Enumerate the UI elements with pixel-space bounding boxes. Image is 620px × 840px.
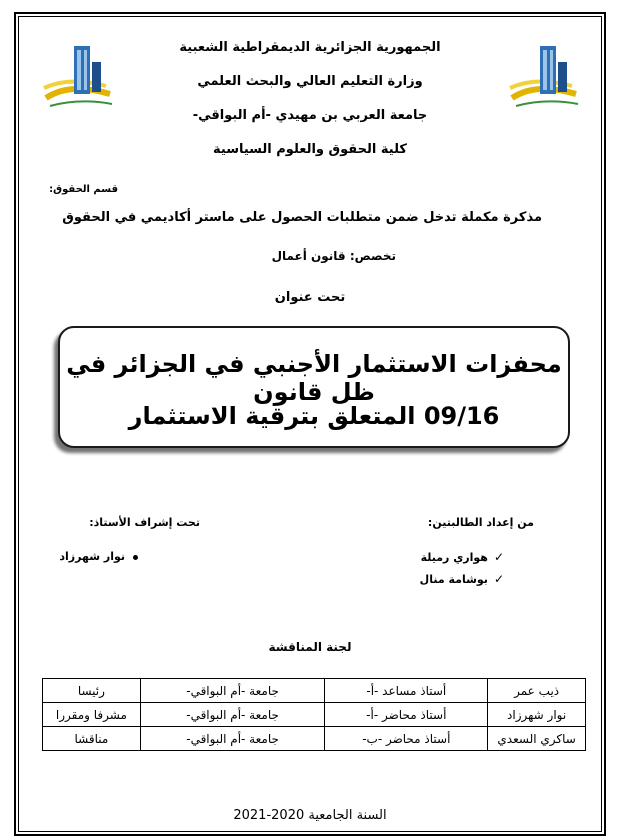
table-row [43,679,586,703]
member-role: مشرفا ومقررا [43,703,141,727]
table-row [43,703,586,727]
checkmark-icon: ✓ [493,572,504,586]
member-university: جامعة -أم البواقي- [140,679,325,703]
member-university: جامعة -أم البواقي- [140,703,325,727]
thesis-title-box [58,326,570,448]
member-name: نوار شهرزاد [488,703,586,727]
committee-heading: لجنة المناقشة [268,640,352,654]
memo-statement: مذكرة مكملة تدخل ضمن متطلبات الحصول على ماستر أكاديمي في الحقوق [62,210,542,225]
specialization: تخصص: قانون أعمال [271,249,396,263]
committee-table [42,678,586,751]
member-name: ساكري السعدي [488,727,586,751]
department-label: قسم الحقوق: [49,184,118,195]
bullet-icon [133,555,138,560]
header-ministry: وزارة التعليم العالي والبحث العلمي [197,74,423,89]
header-faculty: كلية الحقوق والعلوم السياسية [213,142,407,157]
header-university: جامعة العربي بن مهيدي -أم البواقي- [192,108,428,123]
header-republic: الجمهورية الجزائرية الديمقراطية الشعبية [179,40,441,55]
student-name-1: هواري رميلة [420,551,488,564]
member-rank: أستاذ محاضر -ب- [325,727,488,751]
member-university: جامعة -أم البواقي- [140,727,325,751]
student-item [304,550,504,564]
member-role: رئيسا [43,679,141,703]
thesis-title-line-2: 09/16 المتعلق بترقية الاستثمار [128,402,500,430]
thesis-title-line-1: محفزات الاستثمار الأجنبي في الجزائر في ظل قانون [66,350,562,406]
member-rank: أستاذ مساعد -أ- [325,679,488,703]
member-role: مناقشا [43,727,141,751]
supervisor-name: نوار شهرزاد [59,550,125,563]
academic-year: السنة الجامعية 2020-2021 [233,808,387,823]
student-item [304,572,504,586]
checkmark-icon: ✓ [493,550,504,564]
student-name-2: بوشامة منال [419,573,488,586]
member-rank: أستاذ محاضر -أ- [325,703,488,727]
supervisor-item [18,550,138,563]
supervisor-heading: تحت إشراف الأستاذ: [89,516,200,529]
under-title-label: تحت عنوان [274,290,346,305]
member-name: ذيب عمر [488,679,586,703]
table-row [43,727,586,751]
students-heading: من إعداد الطالبتين: [427,516,534,529]
